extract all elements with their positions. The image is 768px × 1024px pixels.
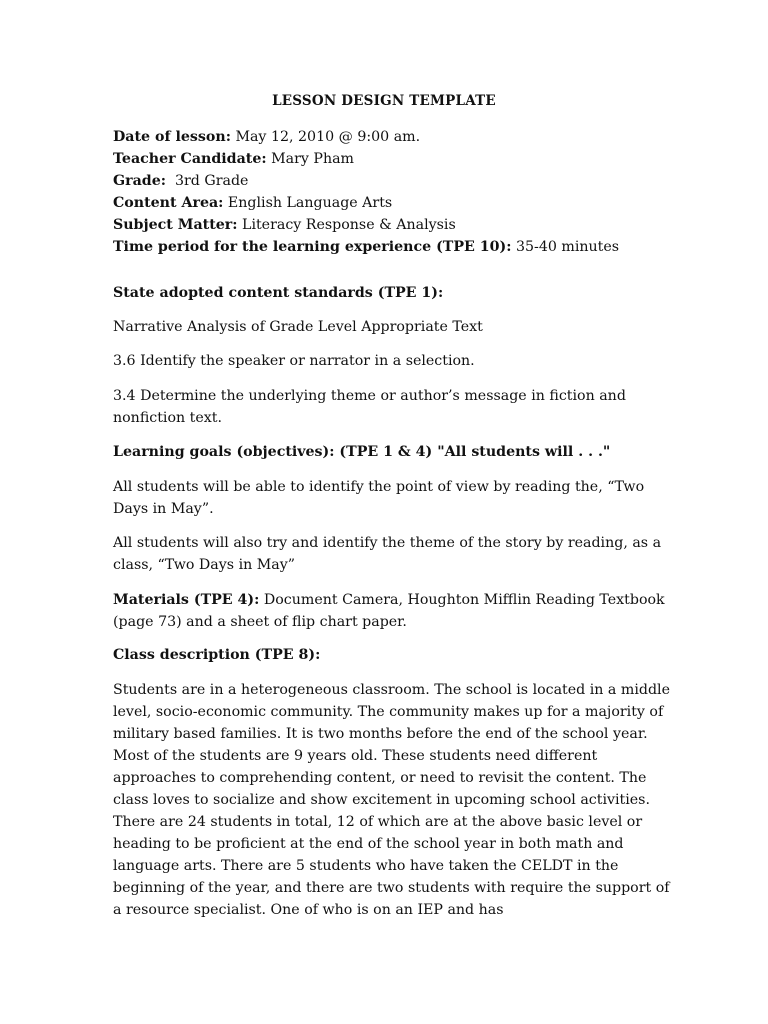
standards-item: 3.6 Identify the speaker or narrator in a selection. <box>113 353 475 369</box>
field-value: May 12, 2010 @ 9:00 am. <box>230 129 421 145</box>
grade-field <box>113 173 673 189</box>
field-label: Subject Matter: <box>113 217 238 233</box>
field-label: Teacher Candidate: <box>113 151 267 167</box>
materials-label: Materials (TPE 4): <box>113 592 260 608</box>
learning-goal-item: All students will be able to identify the point of view by reading the, “Two Days in May”. <box>113 479 645 517</box>
learning-goals-heading: Learning goals (objectives): (TPE 1 & 4) "All students will . . ." <box>113 444 611 460</box>
field-value: Mary Pham <box>266 151 354 167</box>
field-value: Literacy Response & Analysis <box>237 217 456 233</box>
field-value: 35-40 minutes <box>511 239 620 255</box>
date-of-lesson-field <box>113 129 673 145</box>
content-area-field <box>113 195 673 211</box>
time-period-field <box>113 239 673 255</box>
materials-paragraph <box>113 589 673 633</box>
field-label: Content Area: <box>113 195 224 211</box>
field-value: English Language Arts <box>223 195 393 211</box>
materials-value: Document Camera, Houghton Mifflin Reading Textbook (page 73) and a sheet of flip chart paper. <box>113 592 665 630</box>
learning-goal-item: All students will also try and identify the theme of the story by reading, as a class, “Two Days in May” <box>113 535 662 573</box>
subject-matter-field <box>113 217 673 233</box>
field-label: Time period for the learning experience (TPE 10): <box>113 239 512 255</box>
field-value: 3rd Grade <box>165 173 249 189</box>
standards-item: Narrative Analysis of Grade Level Appropriate Text <box>113 319 483 335</box>
teacher-candidate-field <box>113 151 673 167</box>
document-title: LESSON DESIGN TEMPLATE <box>272 93 496 109</box>
class-description-heading: Class description (TPE 8): <box>113 647 321 663</box>
standards-item: 3.4 Determine the underlying theme or author’s message in fiction and nonfiction text. <box>113 388 626 426</box>
field-label: Date of lesson: <box>113 129 231 145</box>
field-label: Grade: <box>113 173 166 189</box>
class-description-paragraph: Students are in a heterogeneous classroom. The school is located in a middle level, socio-economic community. The community makes up for a majority of military based families. It is two months before the end of the school year. Most of the students are 9 years old. These students need different approaches to comprehending content, or need to revisit the content. The class loves to socialize and show excitement in upcoming school activities. There are 24 students in total, 12 of which are at the above basic level or heading to be proficient at the end of the school year in both math and language arts. There are 5 students who have taken the CELDT in the beginning of the year, and there are two students with require the support of a resource specialist. One of who is on an IEP and has <box>113 682 670 918</box>
standards-heading: State adopted content standards (TPE 1): <box>113 285 444 301</box>
